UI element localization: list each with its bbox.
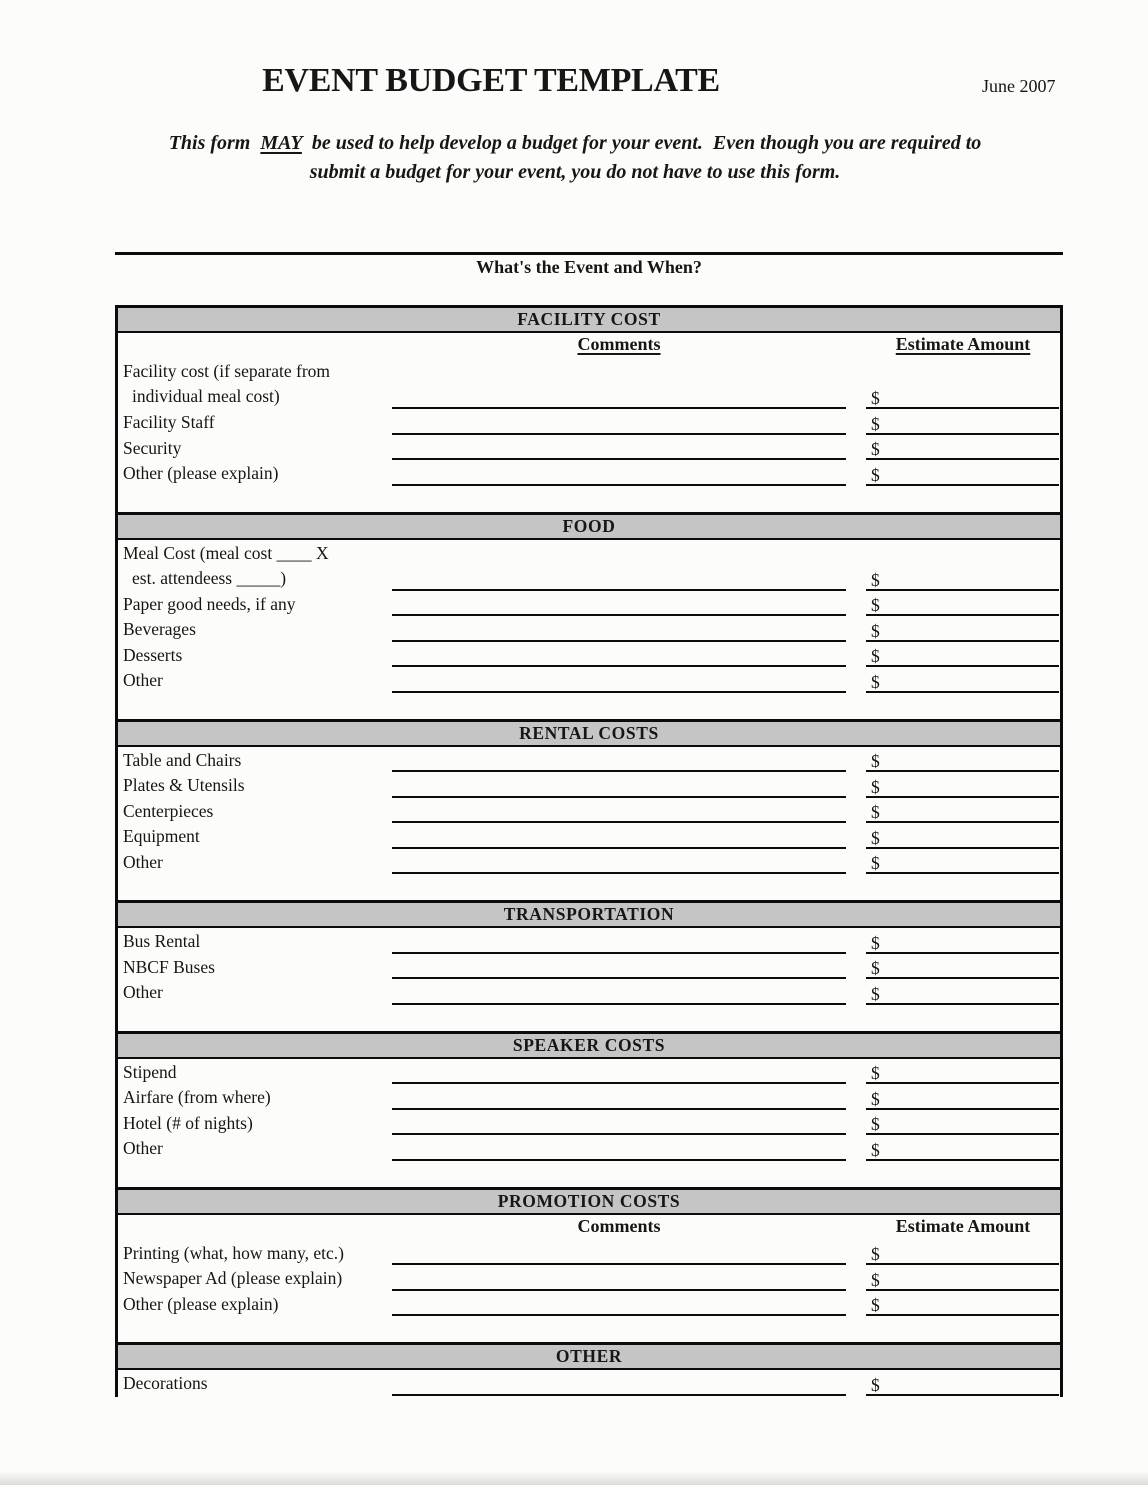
comments-field[interactable] <box>392 798 846 823</box>
scan-shadow-artifact <box>0 1471 1148 1485</box>
row-label-line: Printing (what, how many, etc.) <box>123 1242 344 1263</box>
dollar-sign: $ <box>871 1063 880 1083</box>
comments-field[interactable] <box>392 566 846 591</box>
section-title-bar: OTHER <box>118 1342 1060 1370</box>
comments-field[interactable] <box>392 435 846 460</box>
section-spacer <box>118 1161 1060 1187</box>
dollar-sign: $ <box>871 671 880 692</box>
row-label-line: Beverages <box>123 619 196 639</box>
row-label-line: Meal Cost (meal cost ____ X <box>123 542 329 563</box>
comments-field[interactable] <box>392 642 846 667</box>
row-label-line: Other (please explain) <box>123 1293 279 1314</box>
table-row <box>118 591 1060 617</box>
dollar-sign: $ <box>871 1374 880 1395</box>
table-row <box>118 772 1060 798</box>
estimate-field[interactable] <box>866 566 1059 591</box>
row-label-line: Plates & Utensils <box>123 775 245 795</box>
dollar-sign: $ <box>871 853 880 873</box>
comments-field[interactable] <box>392 591 846 616</box>
estimate-field[interactable] <box>866 1291 1059 1316</box>
row-label-line: Security <box>123 437 182 458</box>
dollar-sign: $ <box>871 983 880 1004</box>
table-row <box>118 1084 1060 1110</box>
comments-field[interactable] <box>392 824 846 849</box>
section-title-bar: SPEAKER COSTS <box>118 1031 1060 1059</box>
comments-field[interactable] <box>392 773 846 798</box>
estimate-field[interactable] <box>866 384 1059 409</box>
comments-field[interactable] <box>392 929 846 954</box>
row-label-line: Paper good needs, if any <box>123 593 296 614</box>
estimate-field[interactable] <box>866 591 1059 616</box>
table-row <box>118 849 1060 875</box>
comments-field[interactable] <box>392 668 846 693</box>
table-row <box>118 1135 1060 1161</box>
table-row <box>118 1059 1060 1085</box>
row-label-line: individual meal cost) <box>132 386 280 406</box>
dollar-sign: $ <box>871 958 880 978</box>
table-row <box>118 540 1060 591</box>
comments-field[interactable] <box>392 1059 846 1084</box>
estimate-field[interactable] <box>866 954 1059 979</box>
comments-field[interactable] <box>392 384 846 409</box>
table-row <box>118 1240 1060 1266</box>
page-title: EVENT BUDGET TEMPLATE <box>262 62 720 99</box>
table-row <box>118 747 1060 773</box>
estimate-field[interactable] <box>866 1266 1059 1291</box>
section-title-bar: TRANSPORTATION <box>118 900 1060 928</box>
estimate-field[interactable] <box>866 747 1059 772</box>
estimate-field[interactable] <box>866 1371 1059 1396</box>
table-row <box>118 954 1060 980</box>
table-row <box>118 928 1060 954</box>
estimate-field[interactable] <box>866 435 1059 460</box>
dollar-sign: $ <box>871 776 880 797</box>
estimate-field[interactable] <box>866 461 1059 486</box>
section-title-bar: FOOD <box>118 512 1060 540</box>
table-row <box>118 1265 1060 1291</box>
dollar-sign: $ <box>871 1114 880 1134</box>
dollar-sign: $ <box>871 595 880 615</box>
section-title-bar: PROMOTION COSTS <box>118 1187 1060 1215</box>
section-spacer <box>118 1005 1060 1031</box>
estimate-field[interactable] <box>866 1085 1059 1110</box>
table-row <box>118 642 1060 668</box>
comments-column-header: Comments <box>577 334 661 354</box>
section-title-bar: RENTAL COSTS <box>118 719 1060 747</box>
comments-field[interactable] <box>392 980 846 1005</box>
estimate-column-header: Estimate Amount <box>895 334 1031 354</box>
table-row <box>118 1370 1060 1396</box>
comments-field[interactable] <box>392 461 846 486</box>
dollar-sign: $ <box>871 827 880 848</box>
row-label-line: Other <box>123 1138 163 1158</box>
section-other <box>118 1342 1060 1396</box>
dollar-sign: $ <box>871 1269 880 1290</box>
header-rule <box>115 252 1063 255</box>
table-row <box>118 435 1060 461</box>
section-speaker-costs <box>118 1031 1060 1187</box>
dollar-sign: $ <box>871 1139 880 1160</box>
table-row <box>118 979 1060 1005</box>
estimate-field[interactable] <box>866 1136 1059 1161</box>
dollar-sign: $ <box>871 413 880 434</box>
dollar-sign: $ <box>871 932 880 953</box>
row-label-line: Bus Rental <box>123 931 201 951</box>
dollar-sign: $ <box>871 1295 880 1315</box>
dollar-sign: $ <box>871 464 880 485</box>
intro-paragraph <box>20 129 1130 187</box>
comments-field[interactable] <box>392 1371 846 1396</box>
comments-column-header: Comments <box>577 1215 661 1236</box>
table-row <box>118 409 1060 435</box>
estimate-field[interactable] <box>866 410 1059 435</box>
table-row <box>118 1110 1060 1136</box>
comments-field[interactable] <box>392 410 846 435</box>
estimate-field[interactable] <box>866 798 1059 823</box>
comments-field[interactable] <box>392 1291 846 1316</box>
row-label-line: Facility cost (if separate from <box>123 361 331 381</box>
row-label-line: Decorations <box>123 1373 208 1393</box>
section-facility-cost <box>118 305 1060 512</box>
comments-field[interactable] <box>392 1266 846 1291</box>
row-label-line: Other <box>123 982 163 1002</box>
section-promotion-costs <box>118 1187 1060 1343</box>
section-title-bar: FACILITY COST <box>118 305 1060 333</box>
comments-field[interactable] <box>392 1136 846 1161</box>
row-label-line: Newspaper Ad (please explain) <box>123 1268 343 1288</box>
dollar-sign: $ <box>871 1244 880 1264</box>
table-row <box>118 460 1060 486</box>
row-label-line: Table and Chairs <box>123 749 242 770</box>
estimate-column-header: Estimate Amount <box>895 1215 1031 1236</box>
comments-field[interactable] <box>392 849 846 874</box>
dollar-sign: $ <box>871 802 880 822</box>
row-label-line: Desserts <box>123 644 183 665</box>
table-row <box>118 798 1060 824</box>
row-label-line: Centerpieces <box>123 800 214 821</box>
section-spacer <box>118 486 1060 512</box>
estimate-field[interactable] <box>866 980 1059 1005</box>
row-label-line: NBCF Buses <box>123 956 215 977</box>
estimate-field[interactable] <box>866 1059 1059 1084</box>
row-label-line: Equipment <box>123 826 200 846</box>
comments-field[interactable] <box>392 1240 846 1265</box>
row-label-line: Airfare (from where) <box>123 1087 271 1107</box>
section-spacer <box>118 693 1060 719</box>
event-question-heading: What's the Event and When? <box>476 257 702 277</box>
table-row <box>118 616 1060 642</box>
budget-table <box>115 305 1063 1397</box>
comments-field[interactable] <box>392 1085 846 1110</box>
estimate-field[interactable] <box>866 1240 1059 1265</box>
dollar-sign: $ <box>871 620 880 641</box>
column-headers <box>118 333 1060 358</box>
table-row <box>118 1291 1060 1317</box>
dollar-sign: $ <box>871 439 880 459</box>
intro-line1-pre: This form <box>168 132 261 154</box>
comments-field[interactable] <box>392 1110 846 1135</box>
comments-field[interactable] <box>392 617 846 642</box>
dollar-sign: $ <box>871 646 880 666</box>
section-transportation <box>118 900 1060 1031</box>
estimate-field[interactable] <box>866 1110 1059 1135</box>
section-food <box>118 512 1060 719</box>
section-spacer <box>118 874 1060 900</box>
estimate-field[interactable] <box>866 642 1059 667</box>
table-row <box>118 667 1060 693</box>
row-label-line: Facility Staff <box>123 412 215 432</box>
dollar-sign: $ <box>871 388 880 408</box>
dollar-sign: $ <box>871 751 880 771</box>
row-label-line: Stipend <box>123 1061 177 1082</box>
table-row <box>118 823 1060 849</box>
estimate-field[interactable] <box>866 929 1059 954</box>
page-date: June 2007 <box>982 76 1056 96</box>
row-label-line: Other <box>123 851 163 872</box>
row-label-line: Hotel (# of nights) <box>123 1112 253 1133</box>
row-label-line: Other (please explain) <box>123 463 279 483</box>
intro-line2: submit a budget for your event, you do not have to use this form. <box>309 161 841 183</box>
table-row <box>118 358 1060 409</box>
may-emphasis: MAY <box>260 132 302 154</box>
estimate-field[interactable] <box>866 849 1059 874</box>
section-spacer <box>118 1316 1060 1342</box>
comments-field[interactable] <box>392 747 846 772</box>
row-label-line: Other <box>123 670 163 690</box>
row-label-line: est. attendeess _____) <box>132 567 287 588</box>
section-rental-costs <box>118 719 1060 901</box>
comments-field[interactable] <box>392 954 846 979</box>
estimate-field[interactable] <box>866 773 1059 798</box>
dollar-sign: $ <box>871 569 880 590</box>
dollar-sign: $ <box>871 1088 880 1109</box>
estimate-field[interactable] <box>866 824 1059 849</box>
intro-line1-post: be used to help develop a budget for your event. Even though you are required to <box>301 132 982 154</box>
estimate-field[interactable] <box>866 668 1059 693</box>
column-headers <box>118 1215 1060 1240</box>
estimate-field[interactable] <box>866 617 1059 642</box>
